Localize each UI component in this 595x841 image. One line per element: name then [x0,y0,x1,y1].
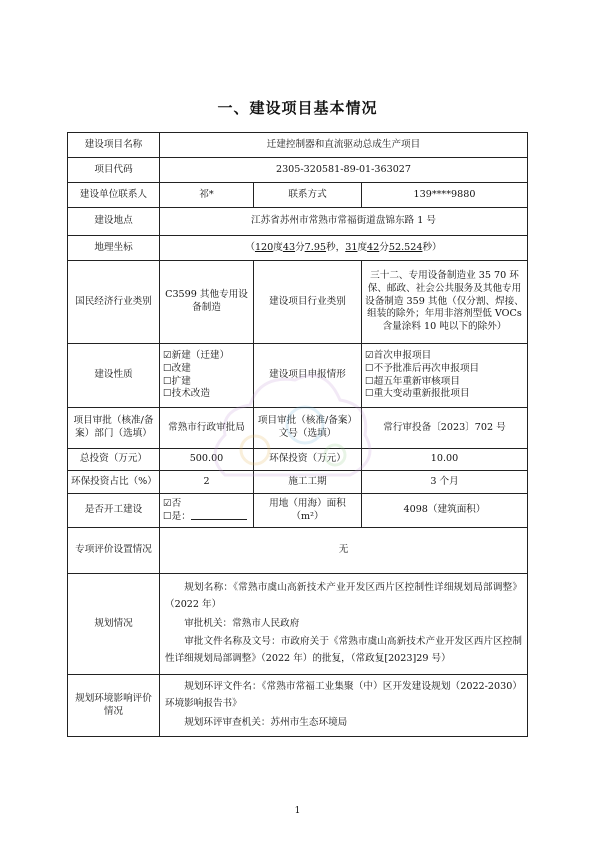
label-project-name: 建设项目名称 [68,133,160,158]
row-special-evaluation [68,528,528,574]
checkbox-rebuild: ☐改建 [163,362,191,374]
lat-sec: 52.524 [388,241,423,253]
row-contact [68,183,528,208]
value-investment: 500.00 [160,449,254,471]
label-planning-env: 规划环境影响评价情况 [68,675,160,737]
value-coordinates [160,236,528,261]
coord-close: ） [432,241,442,253]
row-approval [68,408,528,449]
row-project-name [68,133,528,158]
label-planning: 规划情况 [68,574,160,675]
planning-authority: 审批机关：常熟市人民政府 [184,617,300,629]
lat-min: 42 [367,241,380,253]
label-env-investment: 环保投资（万元） [254,449,362,471]
checkbox-first: ☑首次申报项目 [365,349,432,361]
coord-sep: ， [335,241,346,253]
row-planning [68,574,528,675]
value-industry: C3599 其他专用设备制造 [160,261,254,344]
value-location: 江苏省苏州市常熟市常福街道盘锦东路 1 号 [160,208,528,236]
value-planning-env [160,675,528,737]
label-started: 是否开工建设 [68,494,160,528]
row-investment [68,449,528,471]
checkbox-major-change: ☐重大变动重新报批项目 [365,388,470,400]
row-project-code [68,158,528,183]
label-contact: 建设单位联系人 [68,183,160,208]
label-declaration: 建设项目申报情形 [254,344,362,408]
label-location: 建设地点 [68,208,160,236]
sec-unit: 秒 [326,241,336,253]
planning-env-file: 规划环评文件名：《常熟市常福工业集聚（中）区开发建设规划（2022-2030）环境影响报告书》 [165,681,522,710]
yes-blank-line [191,519,247,520]
project-info-table [67,132,528,737]
planning-env-authority: 规划环评审查机关：苏州市生态环境局 [184,716,348,728]
page-number: 1 [294,806,301,816]
started-options [160,494,254,528]
value-planning [160,574,528,675]
checkbox-five-year: ☐超五年重新审核项目 [365,375,460,387]
value-project-code: 2305-320581-89-01-363027 [160,158,528,183]
coord-open: （ [245,241,255,253]
deg-unit: 度 [357,241,368,253]
checkbox-expand: ☐扩建 [163,375,191,387]
min-unit: 分 [379,241,389,253]
row-location [68,208,528,236]
checkbox-resubmit: ☐不予批准后再次申报项目 [365,362,480,374]
row-nature [68,344,528,408]
checkbox-new: ☑新建（迁建） [163,349,230,361]
label-land-area: 用地（用海）面积（m²） [254,494,362,528]
lon-deg: 120 [254,241,274,253]
checkbox-no: ☑否 [163,497,182,509]
page-title: 一、建设项目基本情况 [217,99,378,117]
row-ratio [68,471,528,494]
label-approval-dept: 项目审批（核准/备案）部门（选填） [68,408,160,449]
deg-unit: 度 [273,241,283,253]
row-planning-env [68,675,528,737]
nature-options [160,344,254,408]
value-project-name: 迁建控制器和直流驱动总成生产项目 [160,133,528,158]
value-duration: 3 个月 [362,471,528,494]
label-project-industry: 建设项目行业类别 [254,261,362,344]
label-special-evaluation: 专项评价设置情况 [68,528,160,574]
value-approval-dept: 常熟市行政审批局 [160,408,254,449]
value-land-area: 4098（建筑面积） [362,494,528,528]
value-env-ratio: 2 [160,471,254,494]
row-started [68,494,528,528]
label-phone: 联系方式 [254,183,362,208]
label-industry: 国民经济行业类别 [68,261,160,344]
label-approval-no: 项目审批（核准/备案）文号（选填） [254,408,362,449]
checkbox-yes-label: ☐是： [163,510,191,522]
value-approval-no: 常行审投备〔2023〕702 号 [362,408,528,449]
lat-deg: 31 [345,241,358,253]
declaration-options [362,344,528,408]
checkbox-tech: ☐技术改造 [163,388,210,400]
sec-unit: 秒 [422,241,433,253]
planning-name: 规划名称：《常熟市虞山高新技术产业开发区西片区控制性详细规划局部调整》（2022 年） [165,582,522,610]
planning-document: 审批文件名称及文号：市政府关于《常熟市虞山高新技术产业开发区西片区控制性详细规划局部调整》（2022 年）的批复，（常政复[2023]29 号） [165,636,522,665]
checkbox-yes [163,511,250,524]
label-project-code: 项目代码 [68,158,160,183]
row-industry [68,261,528,344]
value-phone: 139****9880 [362,183,528,208]
label-duration: 施工工期 [254,471,362,494]
label-env-ratio: 环保投资占比（%） [68,471,160,494]
value-special-evaluation: 无 [160,528,528,574]
value-env-investment: 10.00 [362,449,528,471]
label-investment: 总投资（万元） [68,449,160,471]
lon-min: 43 [282,241,296,253]
value-contact: 祁* [160,183,254,208]
lon-sec: 7.95 [304,241,327,253]
min-unit: 分 [295,241,305,253]
row-coordinates [68,236,528,261]
label-nature: 建设性质 [68,344,160,408]
label-coordinates: 地理坐标 [68,236,160,261]
value-project-industry: 三十二、专用设备制造业 35 70 环保、邮政、社会公共服务及其他专用设备制造 359 其他（仅分割、焊接、组装的除外；年用非溶剂型低 VOCs 含量涂料 10 吨以下的除外） [362,261,528,344]
